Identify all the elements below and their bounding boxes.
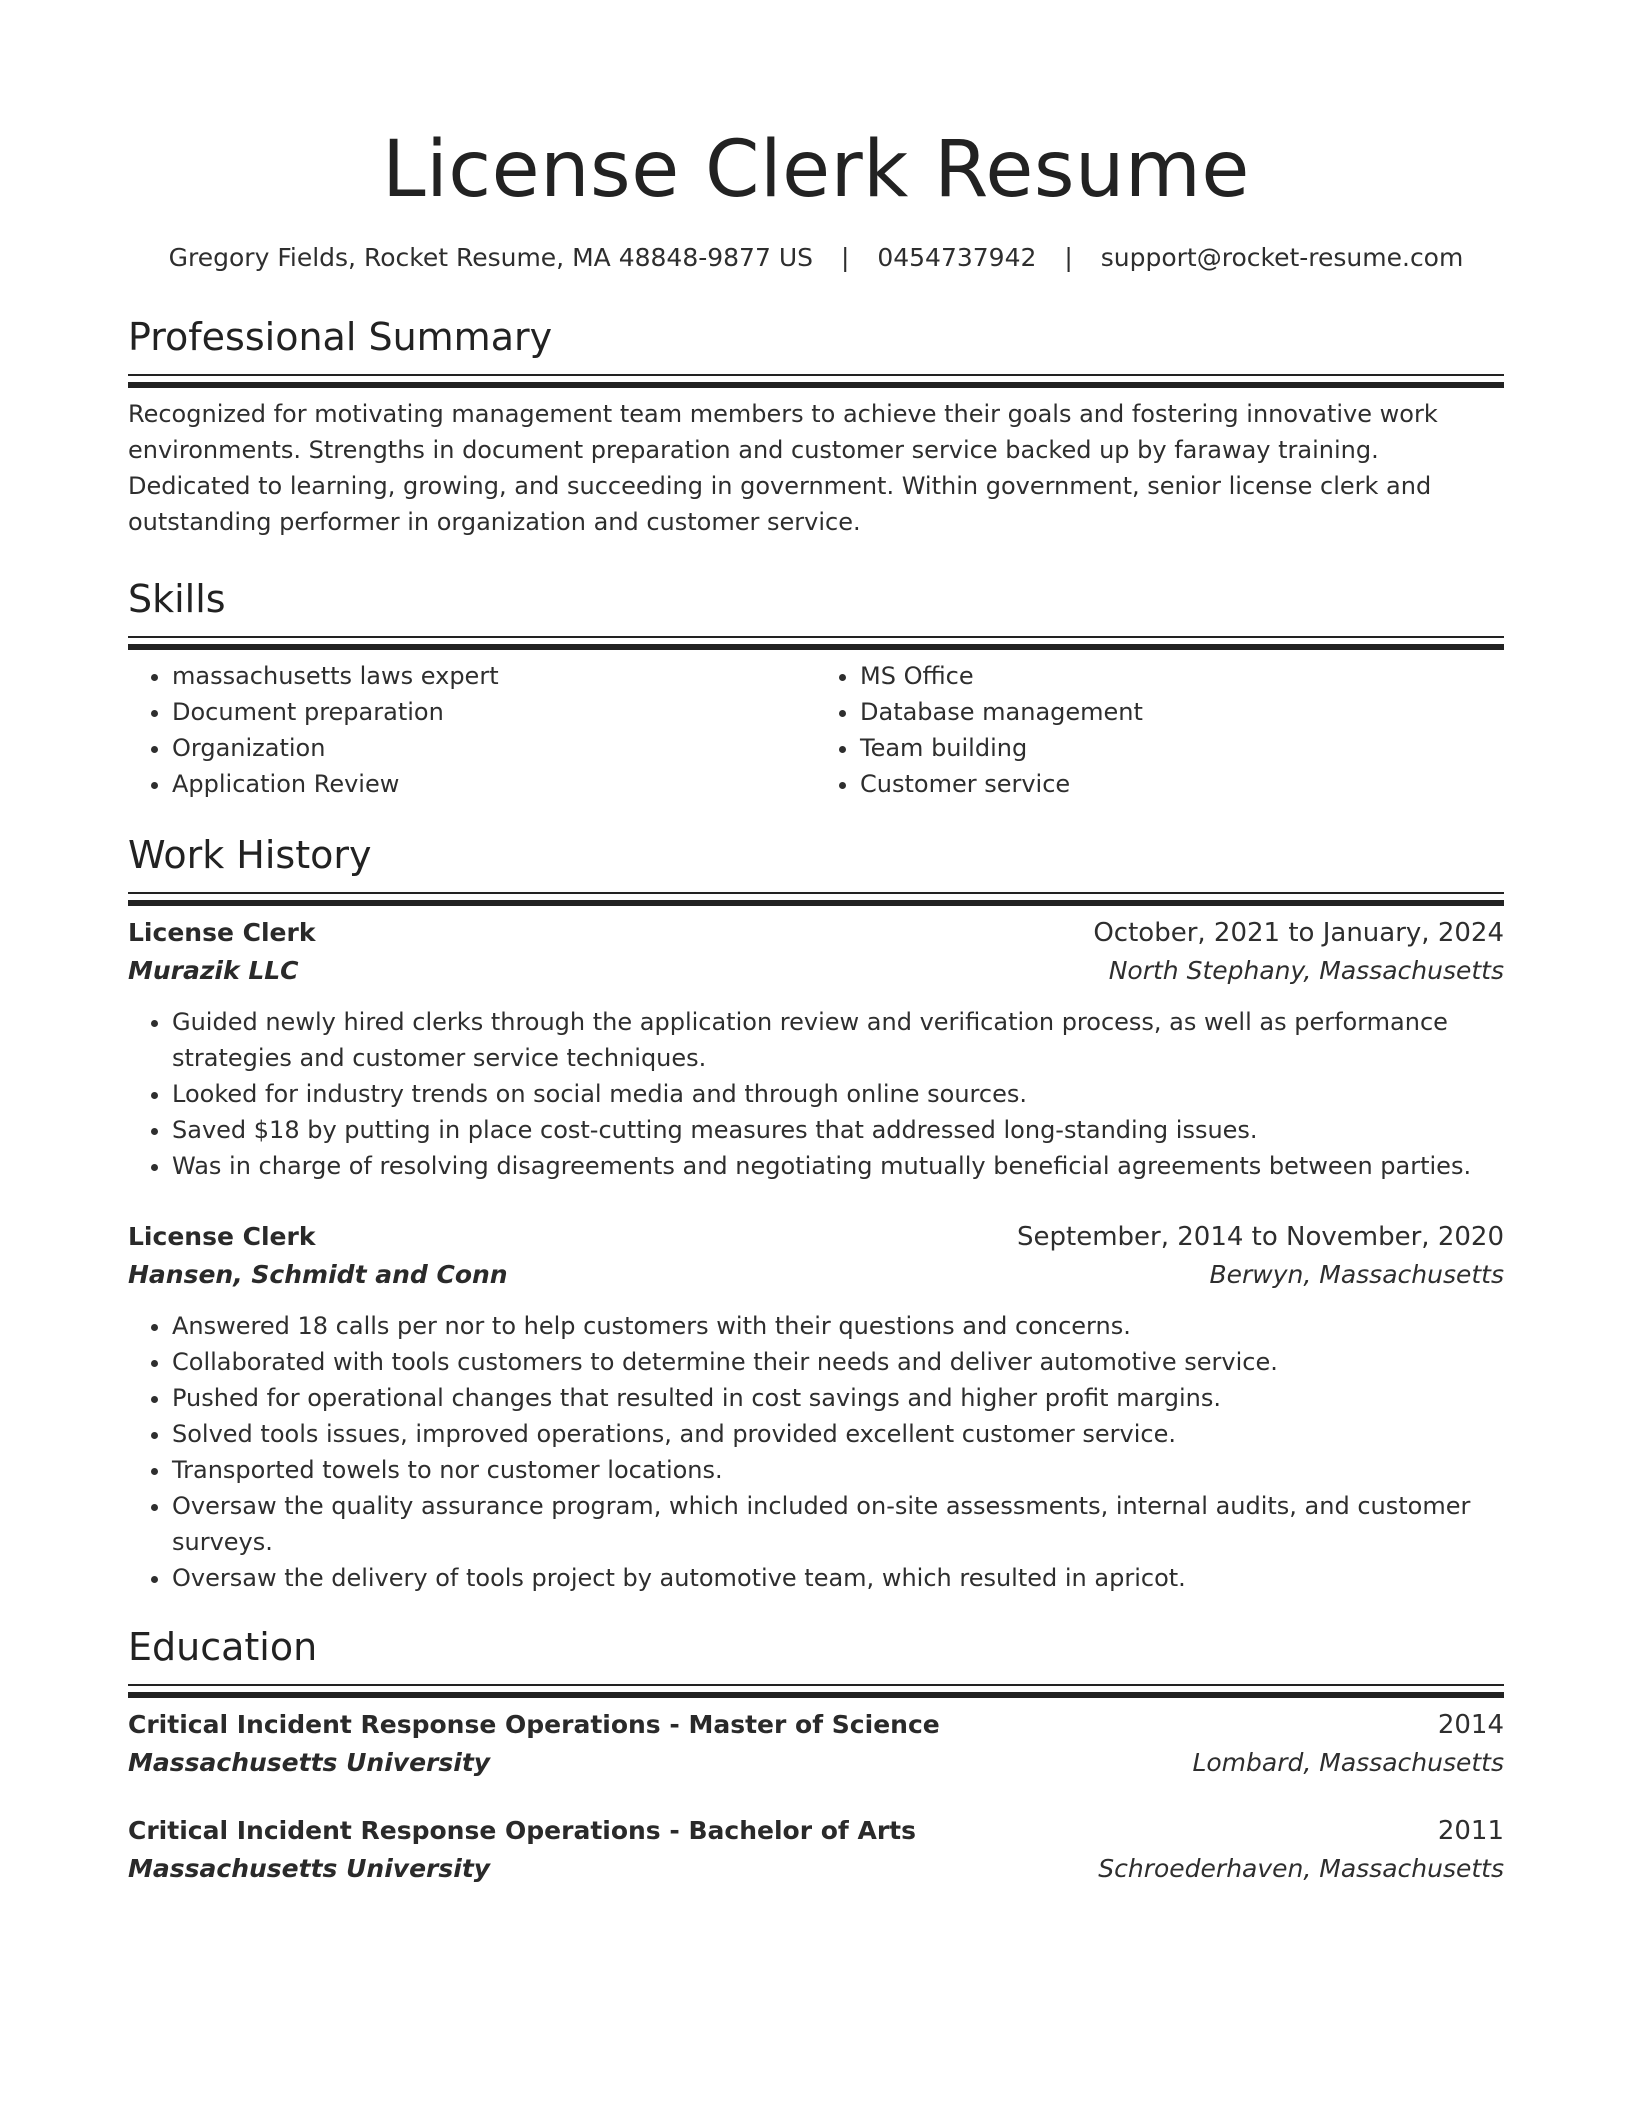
job-bullet: • Transported towels to nor customer locations. (172, 1452, 1504, 1488)
job-location: North Stephany, Massachusetts (1108, 956, 1504, 985)
skill-item: • MS Office (860, 658, 1504, 694)
job-bullets (128, 1308, 1504, 1596)
job-bullet: • Solved tools issues, improved operations, and provided excellent customer service. (172, 1416, 1504, 1452)
skill-item: • Database management (860, 694, 1504, 730)
job-title: License Clerk (128, 1222, 316, 1251)
job-title: License Clerk (128, 918, 316, 947)
job-entry (128, 1218, 1504, 1596)
job-dates: October, 2021 to January, 2024 (1093, 918, 1504, 948)
skill-item: • massachusetts laws expert (172, 658, 816, 694)
section-divider (128, 374, 1504, 376)
job-bullet: • Was in charge of resolving disagreements and negotiating mutually beneficial agreements between parties. (172, 1148, 1504, 1184)
contact-address: Gregory Fields, Rocket Resume, MA 48848-9877 US (168, 243, 813, 272)
skills-section (128, 574, 1504, 802)
contact-line (128, 240, 1504, 276)
resume-title: License Clerk Resume (382, 125, 1250, 215)
skill-item: • Customer service (860, 766, 1504, 802)
job-bullet: • Pushed for operational changes that resulted in cost savings and higher profit margins. (172, 1380, 1504, 1416)
section-divider (128, 636, 1504, 638)
job-bullet: • Looked for industry trends on social media and through online sources. (172, 1076, 1504, 1112)
section-heading-skills: Skills (128, 577, 226, 621)
education-school: Massachusetts University (128, 1854, 491, 1883)
education-location: Lombard, Massachusetts (1192, 1748, 1504, 1777)
education-school: Massachusetts University (128, 1748, 491, 1777)
section-divider (128, 892, 1504, 894)
contact-separator: | (1064, 243, 1073, 272)
section-heading-work: Work History (128, 833, 372, 877)
section-heading-education: Education (128, 1625, 318, 1669)
skills-column-left (128, 658, 816, 802)
job-bullets (128, 1004, 1504, 1184)
job-entry (128, 914, 1504, 1184)
job-location: Berwyn, Massachusetts (1209, 1260, 1504, 1289)
work-history-section (128, 830, 1504, 1596)
education-location: Schroederhaven, Massachusetts (1098, 1854, 1504, 1883)
education-degree: Critical Incident Response Operations - Master of Science (128, 1710, 940, 1739)
contact-email: support@rocket-resume.com (1100, 243, 1464, 272)
education-year: 2011 (1437, 1816, 1504, 1846)
section-heading-summary: Professional Summary (128, 315, 553, 359)
skill-item: • Organization (172, 730, 816, 766)
education-section (128, 1622, 1504, 1888)
summary-text: Recognized for motivating management team members to achieve their goals and fostering innovative work environments. Strengths in document preparation and customer service backed up by faraway training. Dedicated to learning, growing, and succeeding in government. Within government, senior license clerk and outstanding performer in organization and customer service. (128, 400, 1438, 536)
job-bullet: • Saved $18 by putting in place cost-cutting measures that addressed long-standing issues. (172, 1112, 1504, 1148)
job-bullet: • Answered 18 calls per nor to help customers with their questions and concerns. (172, 1308, 1504, 1344)
skills-list (128, 658, 1504, 802)
skill-item: • Team building (860, 730, 1504, 766)
contact-separator: | (840, 243, 850, 272)
job-bullet: • Guided newly hired clerks through the application review and verification process, as well as performance strategies and customer service techniques. (172, 1004, 1504, 1076)
education-year: 2014 (1437, 1710, 1504, 1740)
section-divider (128, 1684, 1504, 1686)
summary-section (128, 312, 1504, 540)
skills-column-right (816, 658, 1504, 802)
job-bullet: • Oversaw the quality assurance program, which included on-site assessments, internal audits, and customer surveys. (172, 1488, 1504, 1560)
job-bullet: • Oversaw the delivery of tools project by automotive team, which resulted in apricot. (172, 1560, 1504, 1596)
skill-item: • Application Review (172, 766, 816, 802)
contact-phone: 0454737942 (877, 243, 1037, 272)
job-dates: September, 2014 to November, 2020 (1017, 1222, 1504, 1252)
job-company: Murazik LLC (128, 956, 299, 985)
education-entry (128, 1812, 1504, 1888)
job-company: Hansen, Schmidt and Conn (128, 1260, 508, 1289)
education-degree: Critical Incident Response Operations - Bachelor of Arts (128, 1816, 917, 1845)
job-bullet: • Collaborated with tools customers to determine their needs and deliver automotive service. (172, 1344, 1504, 1380)
education-entry (128, 1706, 1504, 1782)
skill-item: • Document preparation (172, 694, 816, 730)
